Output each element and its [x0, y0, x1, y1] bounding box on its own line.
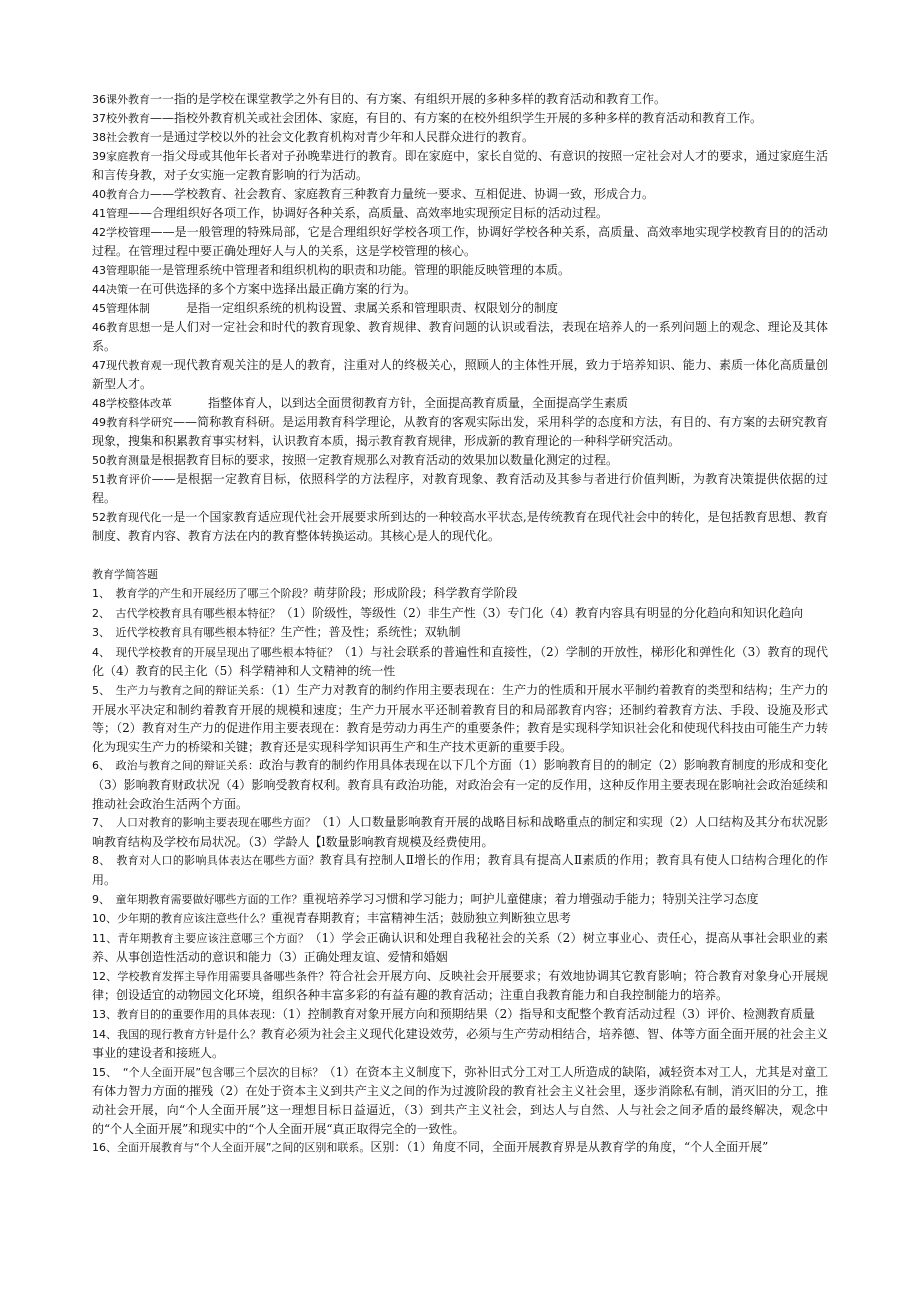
- question-item: [92, 813, 828, 851]
- question-item: [92, 584, 828, 604]
- definition-item: [92, 299, 828, 318]
- answer-text: 萌芽阶段；形成阶段；科学教育学阶段: [313, 586, 518, 600]
- definition-text: 是指一定组织系统的机构设置、隶属关系和管理职责、权限划分的制度: [150, 301, 559, 315]
- question-text: 青年期教育主要应该注意哪三个方面？: [117, 931, 310, 945]
- question-number: 14、: [92, 1027, 118, 1041]
- question-number: 16、: [92, 1141, 117, 1155]
- answer-text: 教育必须为社会主义现代化建设效劳，必须与生产劳动相结合，培养德、智、体等方面全面开展的社会主义事业的建设者和接班人。: [92, 1026, 829, 1061]
- answer-text: （1）人口数量影响教育开展的战略目标和战略重点的制定和实现（2）人口结构及其分布状况影响教育结构及学校布局状况。（3）学龄人【l数量影响教育规模及经费使用。: [92, 815, 829, 849]
- question-number: 8、: [92, 854, 106, 868]
- question-text: “个人全面开展”包含哪三个层次的目标？: [111, 1065, 324, 1079]
- question-number: 11、: [92, 931, 118, 945]
- question-number: 12、: [92, 969, 118, 983]
- definition-text: ——学校教育、社会教育、家庭教育三种教育力量统一要求、互相促进、协调一致，形成合力。: [150, 187, 655, 201]
- answer-text: （1）与社会联系的普遍性和直接性，（2）学制的开放性，梯形化和弹性化（3）教育的现代化（4）教育的民主化（5）科学精神和人文精神的统一性: [92, 644, 829, 679]
- definition-item: [92, 394, 828, 413]
- question-text: 现代学校教育的开展呈现出了哪些根本特征？: [104, 645, 339, 659]
- section-title: 教育学简答题: [92, 568, 158, 581]
- definition-text: 一在可供选择的多个方案中选择出最正确方案的行为。: [128, 282, 417, 296]
- definition-term: 46教育思想: [92, 321, 151, 334]
- definition-term: 41管理: [92, 207, 128, 220]
- definition-text: 一现代教育观关注的是人的教育，注重对人的终极关心，照顾人的主体性开展，致力于培养知识、能力、素质一体化高质量创新型人才。: [92, 358, 828, 391]
- definition-item: [92, 470, 828, 508]
- definition-item: [92, 90, 828, 109]
- questions-list: [92, 584, 828, 1158]
- definition-term: 40教育合力: [92, 188, 150, 201]
- question-text: 全面开展教育与“个人全面开展”之间的区别和联系。: [117, 1141, 371, 1155]
- answer-text: （1）学会正确认识和处理自我秘社会的关系（2）树立事业心、责任心，提高从事社会职业的素养、从事创造性活动的意识和能力（3）正确处理友谊、爱情和婚姻: [92, 930, 829, 965]
- question-item: [92, 1005, 828, 1025]
- definition-text: ——是一般管理的特殊局部，它是合理组织好学校各项工作，协调好学校各种关系，高质量、高效率地实现学校教育目的的活动过程。在管理过程中要正确处理好人与人的关系，这是学校管理的核心。: [92, 225, 828, 258]
- definition-term: 39家庭教育: [92, 150, 151, 163]
- question-text: 古代学校教育具有哪些根本特征？: [104, 606, 281, 620]
- definition-text: 指整体育人，以到达全面贯彻教育方针，全面提高教育质量，全面提高学生素质: [172, 396, 629, 410]
- question-number: 9、: [92, 892, 105, 906]
- question-item: [92, 1138, 828, 1158]
- question-item: [92, 929, 828, 967]
- question-number: 10、: [92, 912, 117, 926]
- question-item: [92, 890, 828, 910]
- question-number: 5、: [92, 683, 105, 697]
- definition-term: 45管理体制: [92, 302, 150, 315]
- definition-text: 一是通过学校以外的社会文化教育机构对青少年和人民群众进行的教育。: [150, 130, 535, 144]
- definition-term: 47现代教育观: [92, 359, 162, 372]
- question-number: 4、: [92, 645, 105, 659]
- definition-term: 36课外教育: [92, 93, 150, 106]
- question-item: [92, 623, 828, 643]
- question-number: 1、: [92, 587, 105, 600]
- definition-term: 38社会教育: [92, 131, 150, 144]
- document-page: [92, 90, 828, 1158]
- definition-term: 50教育测量: [92, 454, 150, 467]
- definition-item: [92, 413, 828, 451]
- definition-text: ——合理组织好各项工作，协调好各种关系，高质量、高效率地实现预定目标的活动过程。: [128, 206, 609, 220]
- definition-item: [92, 223, 828, 261]
- definition-item: [92, 356, 828, 394]
- definition-term: 37校外教育: [92, 112, 150, 125]
- answer-text: （1）在资本主义制度下，弥补旧式分工对工人所造成的缺陷，减轻资本对工人，尤其是对童工有体力智力方面的摧残（2）在处于资本主义到共产主义之间的作为过渡阶段的教育社会主义社会里，逐步消除私有制，消灭旧的分工，推动社会开展，向“个人全面开展”这一理想目标日益逼近，（3）到共产主义社会，到达人与自然、人与社会之间矛盾的最终解决，观念中的“个人全面开展”和现实中的“个人全面开展“真正取得完全的一致性。: [92, 1064, 828, 1136]
- definition-text: ——简称教育科研。是运用教育科学理论，从教育的客观实际出发，采用科学的态度和方法，有目的、有方案的去研究教育现象，搜集和积累教育事实材料，认识教育本质，揭示教育教育规律，形成新的教育理论的一种科学研究活动。: [92, 415, 828, 448]
- definition-item: [92, 318, 828, 356]
- answer-text: 符合社会开展方向、反映社会开展要求；有效地协调其它教育影响；符合教育对象身心开展规律；创设适宜的动物园文化环境，组织各种丰富多彩的有益有趣的教育活动；注重自我教育能力和自我控制能力的培养。: [92, 968, 828, 1003]
- question-number: 15、: [92, 1065, 112, 1079]
- question-text: 生产力与教育之间的辩证关系：: [104, 683, 271, 697]
- question-item: [92, 643, 828, 681]
- question-text: 近代学校教育具有哪些根本特征？: [104, 626, 281, 640]
- question-item: [92, 909, 828, 929]
- question-item: [92, 756, 828, 813]
- question-item: [92, 1063, 828, 1138]
- definition-term: 49教育科学研究: [92, 416, 173, 429]
- question-item: [92, 681, 828, 756]
- definition-item: [92, 109, 828, 128]
- definition-item: [92, 280, 828, 299]
- definition-term: 52教育现代化: [92, 511, 162, 524]
- answer-text: 重视培养学习习惯和学习能力；呵护儿童健康；着力增强动手能力；特别关注学习态度: [302, 891, 759, 906]
- definition-text: ——指校外教育机关或社会团体、家庭，有目的、有方案的在校外组织学生开展的多种多样的教育活动和教育工作。: [150, 111, 763, 125]
- question-text: 教育目的的重要作用的具体表现：: [117, 1008, 282, 1022]
- definition-text: 一是一个国家教育适应现代社会开展要求所到达的一种较高水平状态,是传统教育在现代社会中的转化，是包括教育思想、教育制度、教育内容、教育方法在内的教育整体转换运动。其核心是人的现代化。: [92, 510, 828, 543]
- answer-text: 教育具有控制人Ⅱ增长的作用；教育具有提高人Ⅱ素质的作用；教育具有使人口结构合理化的作用。: [92, 853, 829, 887]
- answer-text: 政治与教育的制约作用具体表现在以下几个方面（1）影响教育目的的制定（2）影响教育制度的形成和变化（3）影响教育财政状况（4）影响受教育权利。教育具有政治功能，对政治会有一定的反作用，这种反作用主要表现在影响社会政治延续和推动社会政治生活两个方面。: [92, 758, 829, 811]
- answer-text: （1）控制教育对象开展方向和预期结果（2）指导和支配整个教育活动过程（3）评价、检测教育质量: [282, 1007, 815, 1022]
- question-text: 人口对教育的影响主要表现在哪些方面？: [104, 816, 316, 830]
- question-item: [92, 604, 828, 624]
- definition-item: [92, 508, 828, 546]
- question-text: 少年期的教育应该注意些什么？: [117, 912, 271, 926]
- question-text: 我国的现行教育方针是什么？: [117, 1027, 261, 1041]
- definition-term: 42学校管理: [92, 226, 151, 239]
- question-number: 6、: [92, 759, 105, 773]
- definition-text: ——是根据一定教育目标，依照科学的方法程序，对教育现象、教育活动及其参与者进行价值判断，为教育决策提供依据的过程。: [92, 472, 829, 505]
- question-number: 2、: [92, 606, 105, 620]
- question-text: 教育学的产生和开展经历了哪三个阶段？: [104, 587, 314, 600]
- definition-item: [92, 451, 828, 470]
- answer-text: 区别：（1）角度不同，全面开展教育界是从教育学的角度，“个人全面开展”: [370, 1140, 769, 1155]
- definition-term: 43管理职能: [92, 264, 150, 277]
- question-item: [92, 851, 828, 889]
- answer-text: （1）生产力对教育的制约作用主要表现在：生产力的性质和开展水平制约着教育的类型和结构；生产力的开展水平决定和制约着教育开展的规模和速度；生产力开展水平还制着教育目的和局部教育内容；还制约着教育方法、手段、设施及形式等；（2）教育对生产力的促进作用主要表现在：教育是劳动力再生产的重要条件；教育是实现科学知识社会化和使现代科技由可能生产力转化为现实生产力的桥梁和关键；教育还是实现科学知识再生产和生产技术更新的重要手段。: [92, 682, 828, 754]
- definition-text: 一是管理系统中管理者和组织机构的职责和功能。管理的职能反映管理的本质。: [150, 263, 571, 277]
- definition-item: [92, 147, 828, 185]
- question-number: 3、: [92, 626, 105, 640]
- definition-item: [92, 261, 828, 280]
- question-number: 13、: [92, 1008, 117, 1022]
- definition-text: 一指父母或其他年长者对子孙晚辈进行的教育。即在家庭中，家长自觉的、有意识的按照一定社会对人才的要求，通过家庭生活和言传身教，对子女实施一定教育影响的行为活动。: [92, 149, 828, 182]
- definition-term: 48学校整体改革: [92, 397, 172, 410]
- definition-item: [92, 185, 828, 204]
- answer-text: 生产性；普及性；系统性；双轨制: [280, 625, 461, 640]
- question-item: [92, 967, 828, 1005]
- question-text: 政治与教育之间的辩证关系：: [104, 759, 260, 773]
- question-text: 童年期教育需要做好哪些方面的工作？: [104, 892, 303, 906]
- definitions-list: [92, 90, 828, 546]
- question-number: 7、: [92, 816, 105, 830]
- definition-item: [92, 128, 828, 147]
- definition-term: 44决策: [92, 283, 128, 296]
- definition-item: [92, 204, 828, 223]
- question-text: 教育对人口的影响具体表达在哪些方面？: [105, 854, 320, 868]
- answer-text: （1）阶级性，等级性（2）非生产性（3）专门化（4）教育内容具有明显的分化趋向和知识化趋向: [280, 605, 804, 620]
- definition-text: 一是人们对一定社会和时代的教育现象、教育规律、教育问题的认识或看法，表现在培养人的一系列问题上的观念、理论及其体系。: [92, 320, 828, 353]
- definition-term: 51教育评价: [92, 473, 152, 486]
- answer-text: 重视青春期教育；丰富精神生活；鼓励独立判断独立思考: [271, 911, 572, 926]
- definition-text: 是根据教育目标的要求，按照一定教育规那么对教育活动的效果加以数量化测定的过程。: [150, 453, 619, 467]
- question-text: 学校教育发挥主导作用需要具备哪些条件？: [117, 969, 330, 983]
- question-item: [92, 1025, 828, 1063]
- definition-text: 一一指的是学校在课堂教学之外有目的、有方案、有组织开展的多种多样的教育活动和教育工作。: [150, 92, 667, 106]
